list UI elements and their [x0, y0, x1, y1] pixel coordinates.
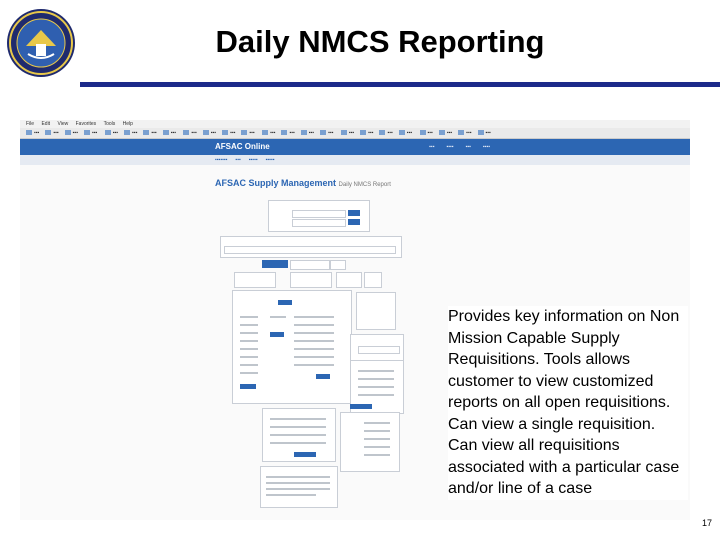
page-heading: [215, 178, 391, 188]
slide-caption: Provides key information on Non Mission Capable Supply Requisitions. Tools allows customer to view customized reports on all open requisitions. Can view a single requisition. Can view all requisitions associated with a particular case and/or line of a case: [448, 306, 688, 500]
country-select[interactable]: [224, 246, 396, 254]
select-button[interactable]: [278, 300, 292, 305]
menu-help[interactable]: Help: [122, 121, 133, 127]
app-subnav: ▪▪▪▪▪▪▪ ▪▪▪ ▪▪▪▪▪ ▪▪▪▪▪: [20, 155, 690, 165]
item-type-button[interactable]: [350, 404, 372, 409]
dates-panel: [356, 292, 396, 330]
page-subheading: Daily NMCS Report: [338, 182, 391, 188]
favorites-bar: ▪▪▪ ▪▪▪ ▪▪▪ ▪▪▪ ▪▪▪ ▪▪▪ ▪▪▪ ▪▪▪ ▪▪▪ ▪▪▪ ▪▪▪ ▪▪▪ ▪▪▪ ▪▪▪ ▪▪▪ ▪▪▪ ▪▪▪ ▪▪▪ ▪▪▪ ▪▪▪ ▪▪▪ ▪▪▪ ▪▪▪ ▪▪▪: [20, 128, 690, 139]
app-name: AFSAC Online: [215, 142, 270, 151]
run-report-button[interactable]: [294, 452, 316, 457]
browser-menu-bar: [20, 120, 690, 128]
tab-active-report[interactable]: [262, 260, 288, 268]
case-search-button[interactable]: [348, 219, 360, 225]
menu-file[interactable]: File: [26, 121, 35, 127]
search-button[interactable]: [348, 210, 360, 216]
menu-edit[interactable]: Edit: [41, 121, 51, 127]
menu-favorites[interactable]: Favorites: [75, 121, 97, 127]
apply-button-middle[interactable]: [316, 374, 330, 379]
project-code-field[interactable]: [336, 272, 362, 288]
stock-number-field[interactable]: [290, 272, 332, 288]
title-divider: [80, 82, 720, 87]
search-input[interactable]: [292, 210, 346, 218]
menu-tools[interactable]: Tools: [103, 121, 116, 127]
slide-title: Daily NMCS Reporting: [215, 24, 545, 59]
tab-other[interactable]: [330, 260, 346, 270]
message-panel: [260, 466, 338, 508]
app-header-links: ▪▪▪ ▪▪▪▪ ▪▪▪ ▪▪▪▪: [429, 144, 490, 150]
page-number: 17: [702, 518, 713, 528]
status-panel: [340, 412, 400, 472]
tab-customer[interactable]: [290, 260, 330, 270]
case-input[interactable]: [292, 219, 346, 227]
app-header: [20, 139, 690, 155]
page-heading-text: AFSAC Supply Management: [215, 178, 337, 188]
sort-select[interactable]: [358, 346, 400, 354]
document-number-field[interactable]: [234, 272, 276, 288]
afsac-seal-icon: [6, 8, 76, 78]
nmcs-field[interactable]: [364, 272, 382, 288]
menu-view[interactable]: View: [57, 121, 69, 127]
apply-button-left[interactable]: [240, 384, 256, 389]
